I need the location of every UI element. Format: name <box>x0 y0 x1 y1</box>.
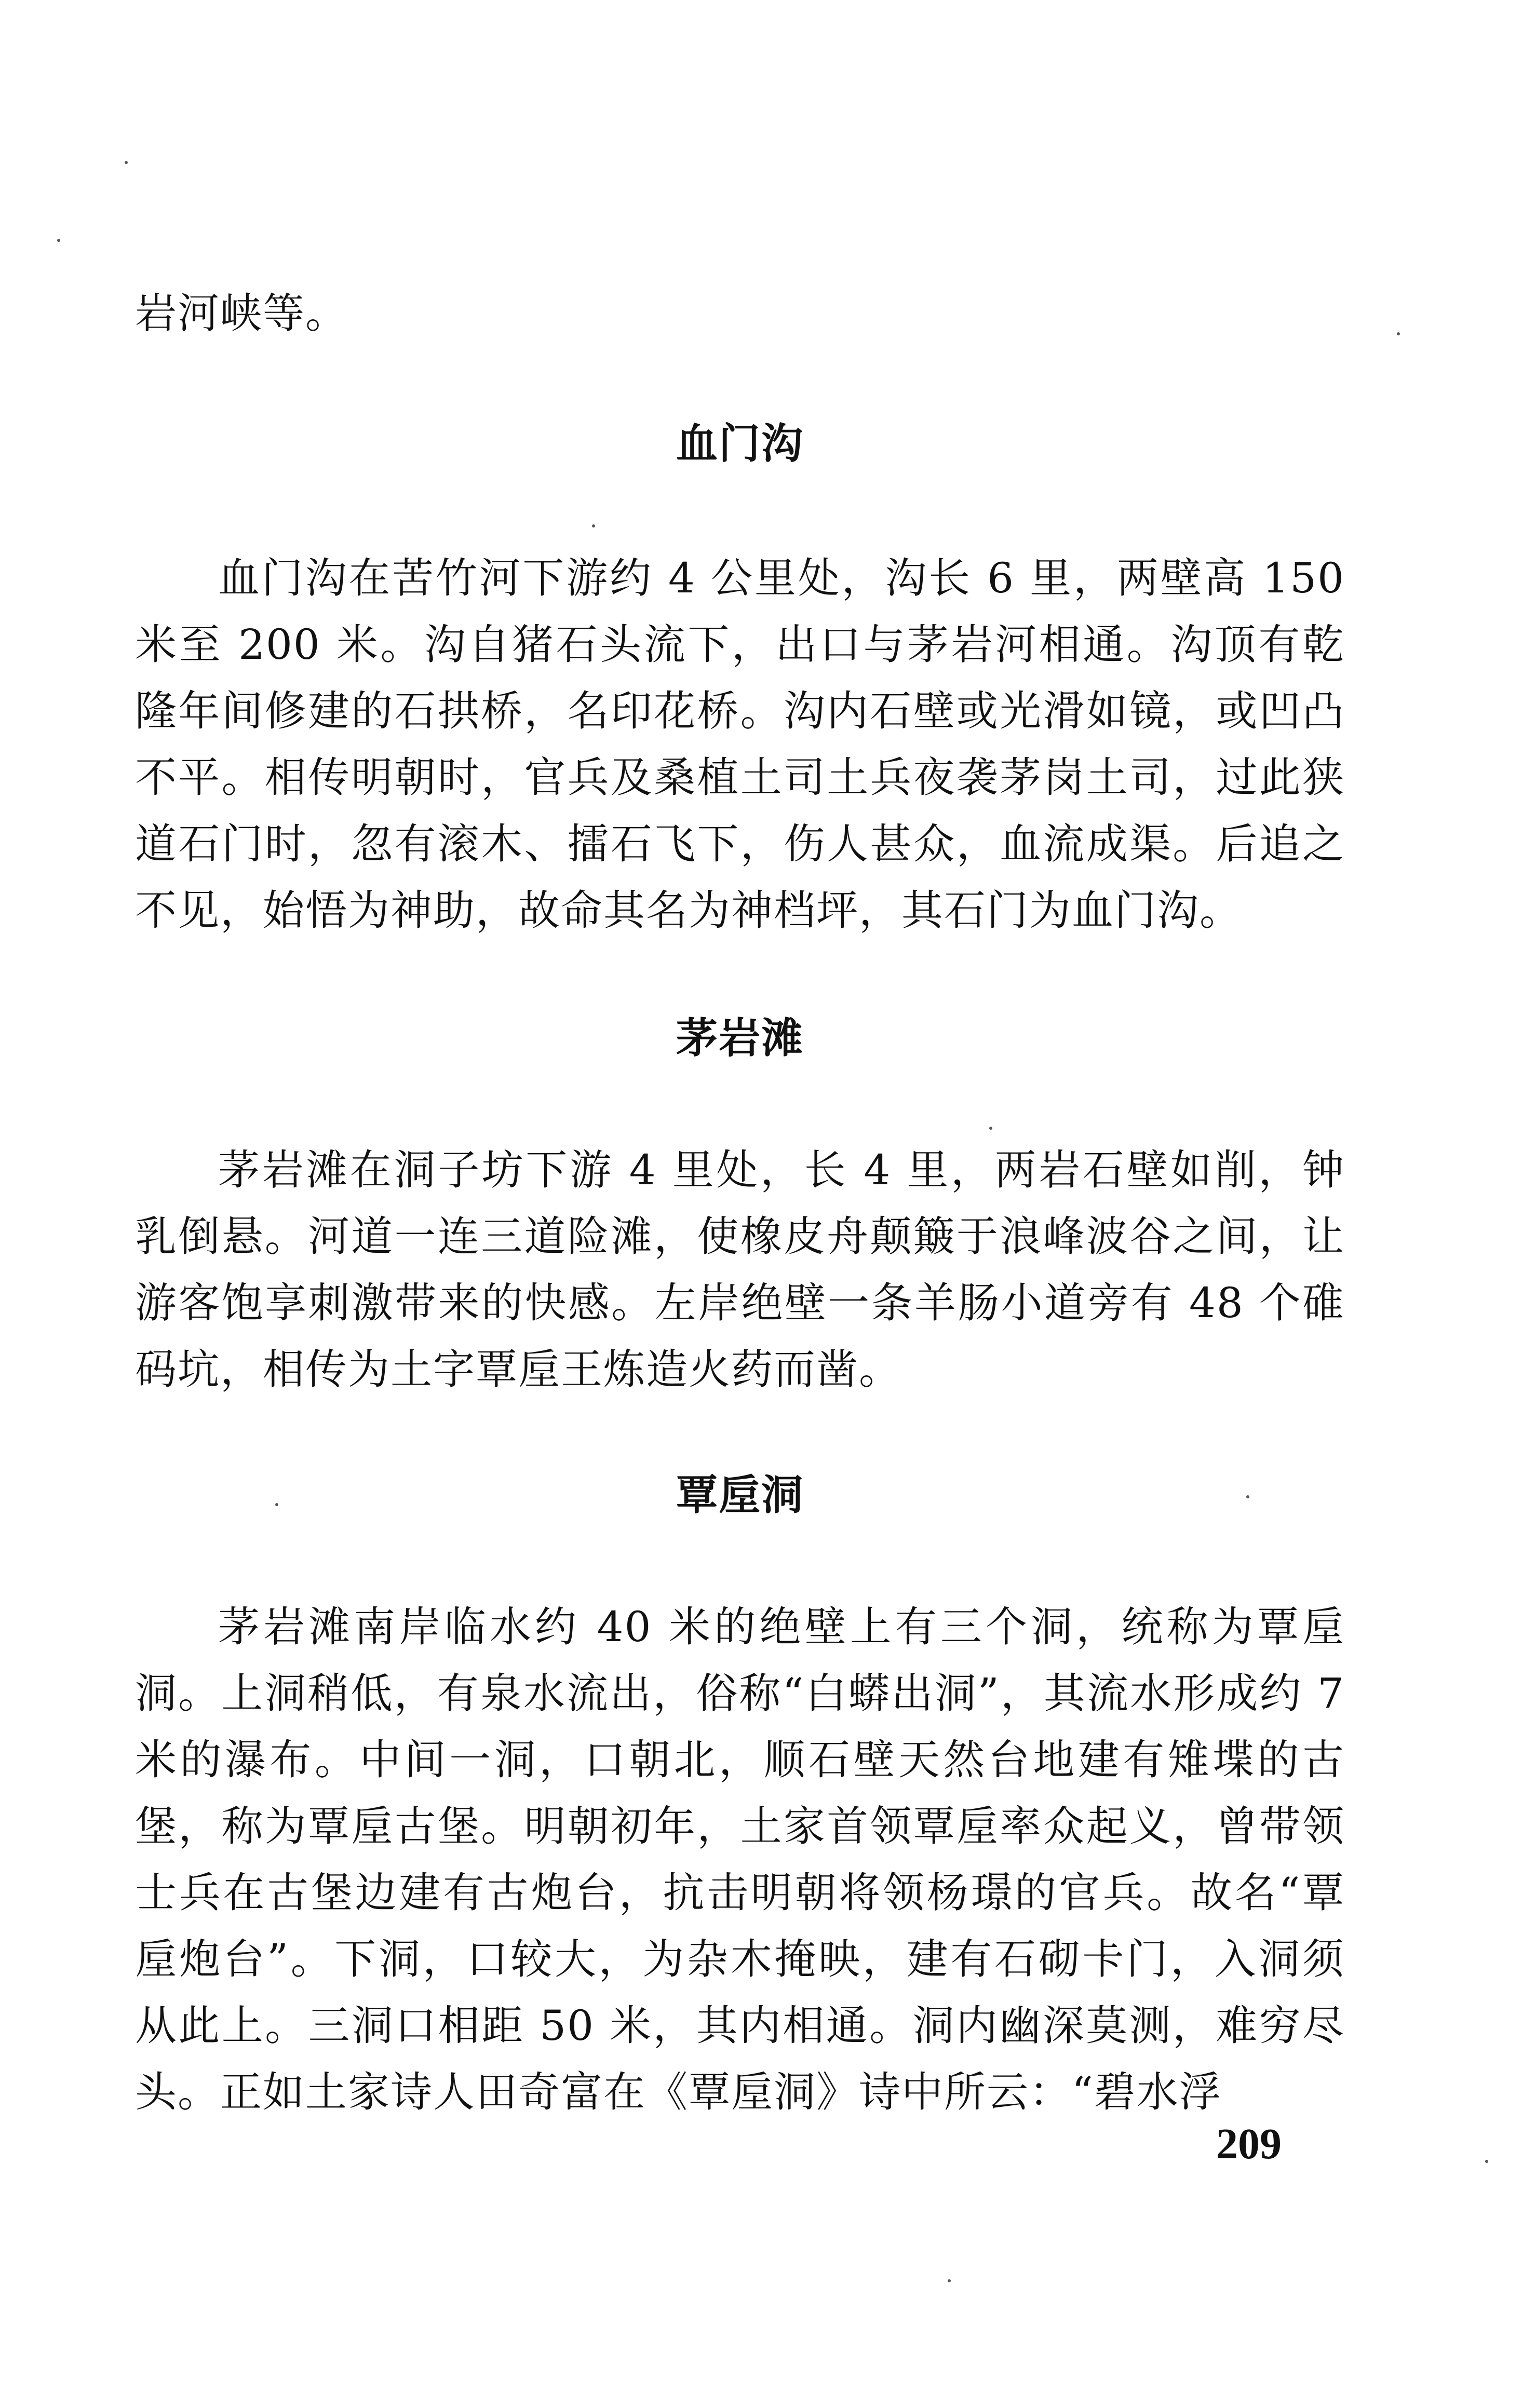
paragraph-xuemengou: 血门沟在苦竹河下游约 4 公里处，沟长 6 里，两壁高 150 米至 200 米。沟自猪石头流下，出口与茅岩河相通。沟顶有乾隆年间修建的石拱桥，名印花桥。沟内石壁或光滑如镜，或凹凸不平。相传明朝时，官兵及桑植土司土兵夜袭茅岗土司，过此狭道石门时，忽有滚木、擂石飞下，伤人甚众，血流成渠。后追之不见，始悟为神助，故命其名为神档坪，其石门为血门沟。 <box>135 554 1345 935</box>
scan-speck <box>275 1503 278 1506</box>
section-title-tanhoudong: 覃垕洞 <box>676 1471 804 1519</box>
paragraph-maoyantan: 茅岩滩在洞子坊下游 4 里处，长 4 里，两岩石壁如削，钟乳倒悬。河道一连三道险滩，使橡皮舟颠簸于浪峰波谷之间，让游客饱享刺激带来的快感。左岸绝壁一条羊肠小道旁有 48 个碓码坑，相传为土字覃垕王炼造火药而凿。 <box>135 1146 1345 1394</box>
paragraph-tanhoudong: 茅岩滩南岸临水约 40 米的绝壁上有三个洞，统称为覃垕洞。上洞稍低，有泉水流出，俗称“白蟒出洞”，其流水形成约 7 米的瀑布。中间一洞，口朝北，顺石壁天然台地建有雉堞的古堡，称为覃垕古堡。明朝初年，土家首领覃垕率众起义，曾带领士兵在古堡边建有古炮台，抗击明朝将领杨璟的官兵。故名“覃垕炮台”。下洞，口较大，为杂木掩映，建有石砌卡门，入洞须从此上。三洞口相距 50 米，其内相通。洞内幽深莫测，难穷尽头。正如土家诗人田奇富在《覃垕洞》诗中所云：“碧水浮 <box>135 1603 1345 2116</box>
scan-speck <box>1397 332 1400 335</box>
scan-speck <box>592 524 595 527</box>
scan-speck <box>948 2279 951 2282</box>
continuation-text-block <box>135 280 1345 347</box>
page-number: 209 <box>1216 2120 1282 2168</box>
section-body-xuemengou <box>135 545 1345 944</box>
scan-speck <box>1246 1495 1249 1498</box>
section-body-tanhoudong <box>135 1594 1345 2126</box>
scan-speck <box>125 161 128 164</box>
scan-speck <box>1485 2160 1488 2163</box>
section-body-maoyantan <box>135 1137 1345 1403</box>
continuation-paragraph: 岩河峡等。 <box>135 289 348 337</box>
section-title-xuemengou: 血门沟 <box>676 420 804 468</box>
section-title-maoyantan: 茅岩滩 <box>676 1014 804 1062</box>
scan-speck <box>989 1127 992 1130</box>
scan-speck <box>57 239 60 242</box>
